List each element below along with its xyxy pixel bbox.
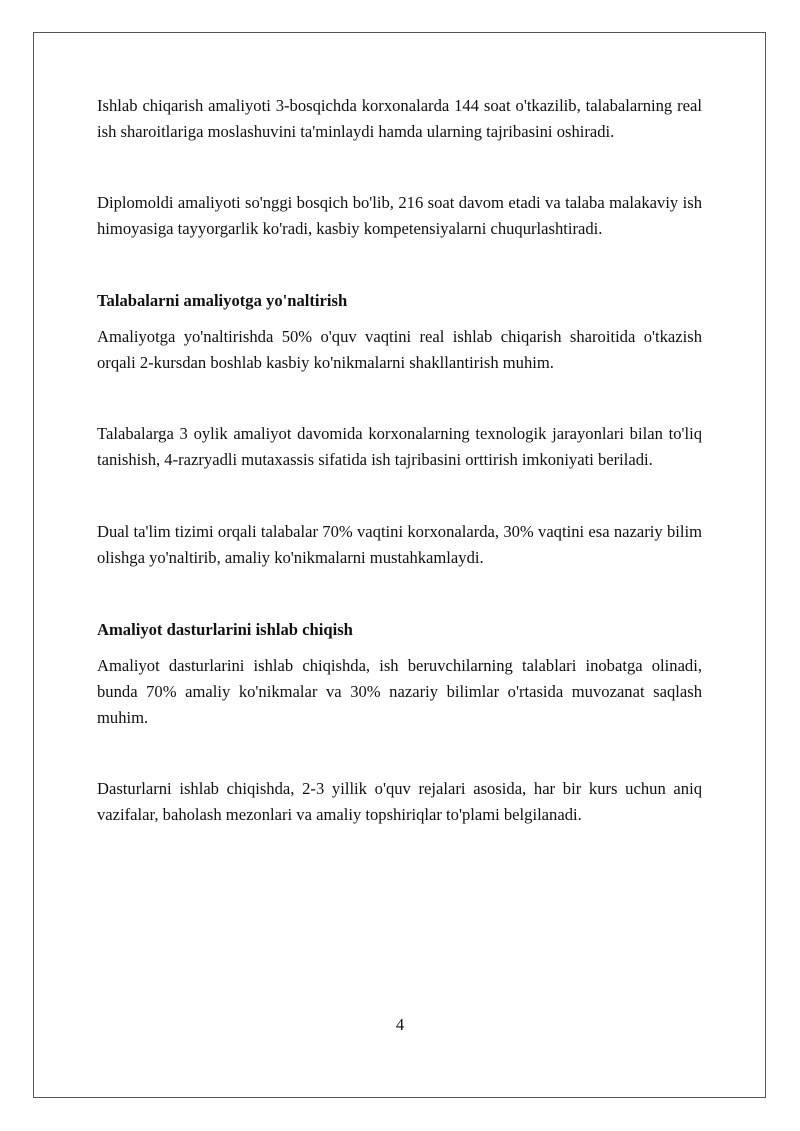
paragraph: Amaliyotga yo'naltirishda 50% o'quv vaqtini real ishlab chiqarish sharoitida o'tkazish orqali 2-kursdan boshlab kasbiy ko'nikmalarni shakllantirish muhim.: [97, 327, 702, 372]
page-number: 4: [395, 1015, 405, 1034]
paragraph: Diplomoldi amaliyoti so'nggi bosqich bo'lib, 216 soat davom etadi va talaba malakaviy ish himoyasiga tayyorgarlik ko'radi, kasbiy kompetensiyalarni chuqurlashtiradi.: [97, 193, 702, 238]
document-body: [97, 93, 702, 828]
paragraph: Dasturlarni ishlab chiqishda, 2-3 yillik o'quv rejalari asosida, har bir kurs uchun aniq vazifalar, baholash mezonlari va amaliy topshiriqlar to'plami belgilanadi.: [97, 779, 702, 824]
paragraph: Ishlab chiqarish amaliyoti 3-bosqichda korxonalarda 144 soat o'tkazilib, talabalarning real ish sharoitlariga moslashuvini ta'minlaydi hamda ularning tajribasini oshiradi.: [97, 96, 702, 141]
section-heading: Talabalarni amaliyotga yo'naltirish: [97, 291, 348, 310]
section-heading: Amaliyot dasturlarini ishlab chiqish: [97, 620, 353, 639]
paragraph: Dual ta'lim tizimi orqali talabalar 70% vaqtini korxonalarda, 30% vaqtini esa nazariy bilim olishga yo'naltirib, amaliy ko'nikmalarni mustahkamlaydi.: [97, 522, 702, 567]
paragraph: Talabalarga 3 oylik amaliyot davomida korxonalarning texnologik jarayonlari bilan to'liq tanishish, 4-razryadli mutaxassis sifatida ish tajribasini orttirish imkoniyati beriladi.: [97, 424, 702, 469]
paragraph: Amaliyot dasturlarini ishlab chiqishda, ish beruvchilarning talablari inobatga olinadi, bunda 70% amaliy ko'nikmalar va 30% nazariy bilimlar o'rtasida muvozanat saqlash muhim.: [97, 656, 702, 727]
